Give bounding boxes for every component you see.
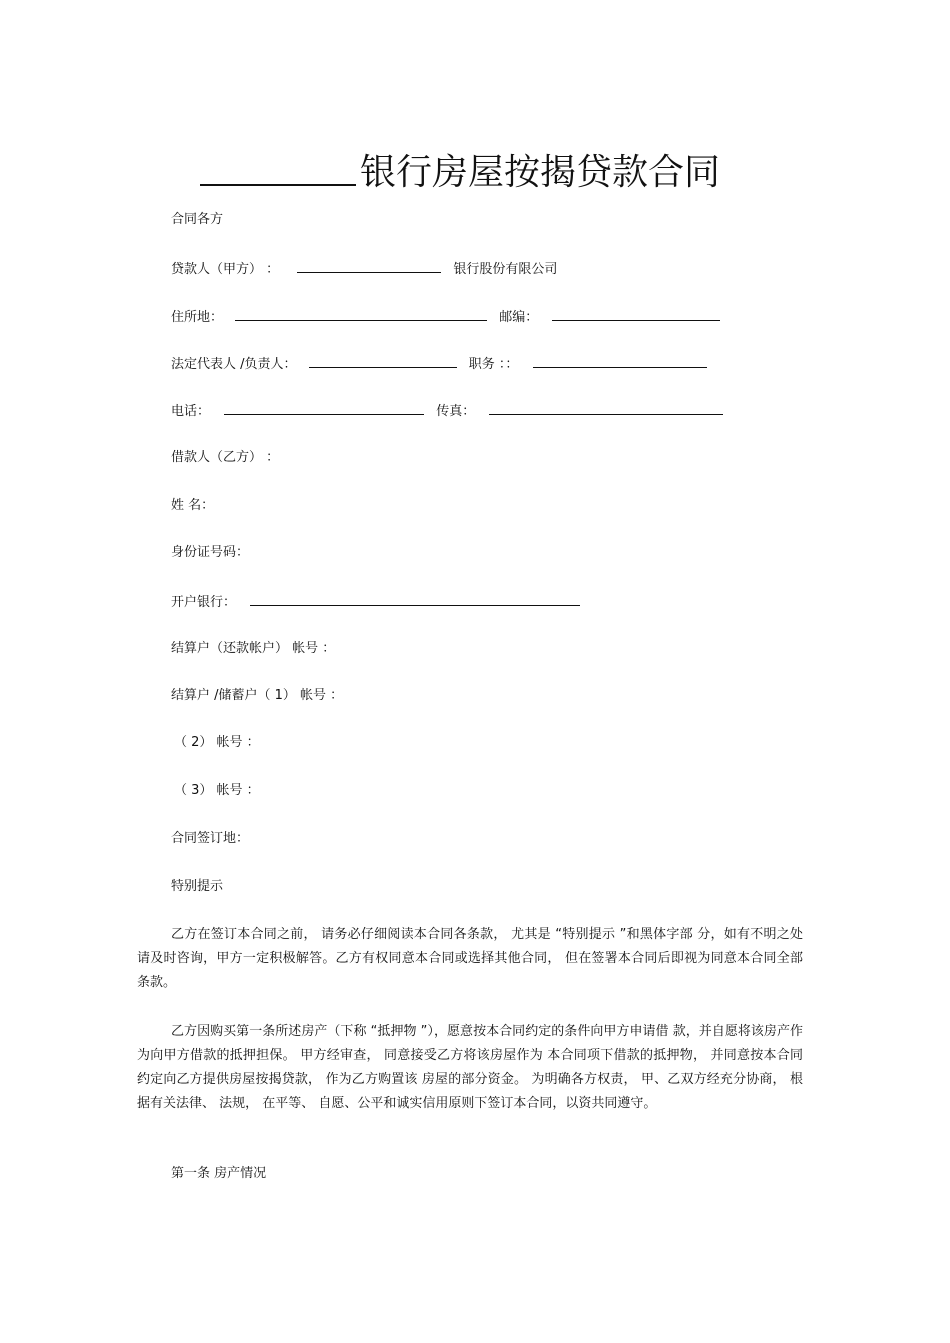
special-notice-paragraph: 乙方在签订本合同之前， 请务必仔细阅读本合同各条款， 尤其是 “特别提示 ”和黑体字部 分，如有不明之处请及时咨询，甲方一定积极解答。乙方有权同意本合同或选择其他合同， 但在签署本合同后即视为同意本合同全部条款。 bbox=[137, 927, 803, 990]
settlement-account-label: 结算户（还款帐户） 帐号 ： bbox=[171, 641, 336, 656]
fax-label: 传真： bbox=[436, 404, 476, 419]
document-title bbox=[200, 150, 760, 196]
signing-place-label: 合同签订地： bbox=[171, 831, 250, 846]
phone-blank bbox=[224, 400, 424, 415]
bank-name-blank bbox=[200, 150, 356, 186]
phone-label: 电话： bbox=[171, 404, 211, 419]
recital-paragraph: 乙方因购买第一条所述房产（下称 “抵押物 ”），愿意按本合同约定的条件向甲方申请借 款，并自愿将该房产作为向甲方借款的抵押担保。 甲方经审查， 同意接受乙方将该房屋作为 本合同项下借款的抵押物， 并同意按本合同约定向乙方提供房屋按揭贷款， 作为乙方购置该 房屋的部分资金。 为明确各方权责， 甲、乙双方经充分协商， 根据有关法律、 法规， 在平等、 自愿、公平和诚实信用原则下签订本合同，以资共同遵守。 bbox=[137, 1024, 803, 1111]
borrower-label: 借款人（乙方） ： bbox=[171, 450, 280, 465]
title-text: 银行房屋按揭贷款合同 bbox=[360, 152, 721, 193]
savings-account-3-label: （ 3） 帐号 ： bbox=[174, 783, 260, 798]
lender-label: 贷款人（甲方） ： bbox=[171, 262, 280, 277]
legal-rep-label: 法定代表人 /负责人： bbox=[171, 357, 297, 372]
special-notice-heading: 特别提示 bbox=[171, 879, 224, 894]
savings-account-1-label: 结算户 /储蓄户（ 1） 帐号 ： bbox=[171, 688, 344, 703]
id-number-label: 身份证号码： bbox=[171, 545, 250, 560]
bank-line bbox=[171, 591, 580, 613]
lender-blank bbox=[297, 258, 441, 273]
name-label: 姓 名： bbox=[171, 498, 215, 513]
phone-line bbox=[171, 400, 723, 422]
savings-account-2-label: （ 2） 帐号 ： bbox=[174, 735, 260, 750]
bank-blank bbox=[250, 591, 580, 606]
article-1-heading: 第一条 房产情况 bbox=[171, 1166, 267, 1181]
legal-rep-line bbox=[171, 353, 707, 375]
legal-rep-blank bbox=[309, 353, 457, 368]
address-blank bbox=[235, 306, 487, 321]
address-label: 住所地： bbox=[171, 310, 224, 325]
position-label: 职务 ：： bbox=[468, 357, 519, 372]
parties-heading: 合同各方 bbox=[171, 212, 224, 227]
lender-suffix: 银行股份有限公司 bbox=[453, 262, 558, 277]
bank-label: 开户银行： bbox=[171, 595, 237, 610]
lender-line bbox=[171, 258, 557, 280]
fax-blank bbox=[489, 400, 723, 415]
postcode-label: 邮编： bbox=[499, 310, 539, 325]
address-line bbox=[171, 306, 720, 328]
postcode-blank bbox=[552, 306, 720, 321]
position-blank bbox=[533, 353, 707, 368]
